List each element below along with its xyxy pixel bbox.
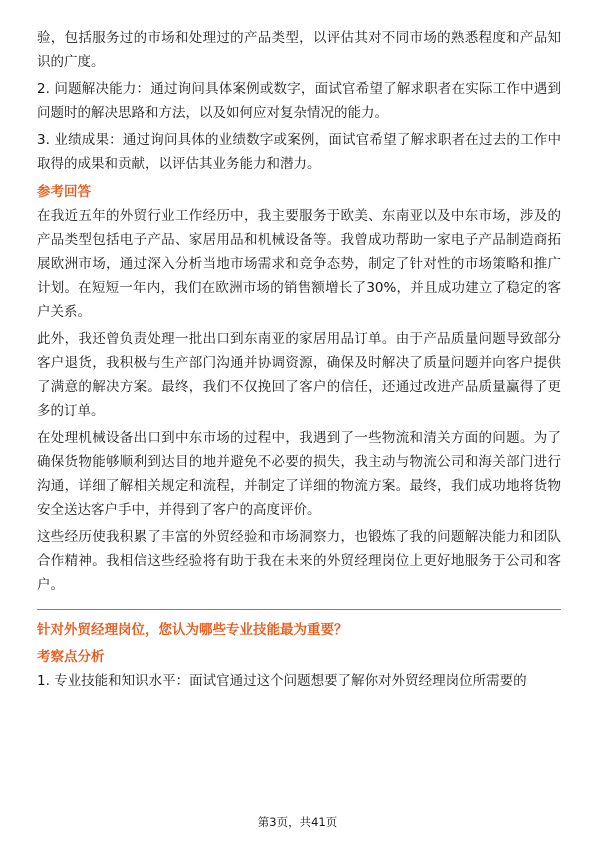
question-heading: 针对外贸经理岗位，您认为哪些专业技能最为重要？ [37, 622, 348, 638]
paragraph: 3. 业绩成果：通过询问具体的业绩数字或案例，面试官希望了解求职者在过去的工作中取得的成果和贡献，以评估其业务能力和潜力。 [37, 132, 561, 172]
document-body [37, 26, 561, 696]
paragraph: 在我近五年的外贸行业工作经历中，我主要服务于欧美、东南亚以及中东市场，涉及的产品类型包括电子产品、家居用品和机械设备等。我曾成功帮助一家电子产品制造商拓展欧洲市场，通过深入分析当地市场需求和竞争态势，制定了针对性的市场策略和推广计划。在短短一年内，我们在欧洲市场的销售额增长了30%，并且成功建立了稳定的客户关系。 [37, 208, 561, 320]
analysis-heading: 考察点分析 [37, 649, 105, 665]
paragraph: 2. 问题解决能力：通过询问具体案例或数字，面试官希望了解求职者在实际工作中遇到问题时的解决思路和方法，以及如何应对复杂情况的能力。 [37, 81, 561, 121]
page-number: 第3页，共41页 [257, 815, 338, 829]
section-divider [37, 609, 561, 610]
paragraph: 1. 专业技能和知识水平：面试官通过这个问题想要了解你对外贸经理岗位所需要的 [37, 673, 527, 689]
paragraph: 验，包括服务过的市场和处理过的产品类型，以评估其对不同市场的熟悉程度和产品知识的广度。 [37, 30, 561, 70]
paragraph: 这些经历使我积累了丰富的外贸经验和市场洞察力，也锻炼了我的问题解决能力和团队合作精神。我相信这些经验将有助于我在未来的外贸经理岗位上更好地服务于公司和客户。 [37, 529, 561, 593]
paragraph: 在处理机械设备出口到中东市场的过程中，我遇到了一些物流和清关方面的问题。为了确保货物能够顺利到达目的地并避免不必要的损失，我主动与物流公司和海关部门进行沟通，详细了解相关规定和流程，并制定了详细的物流方案。最终，我们成功地将货物安全送达客户手中，并得到了客户的高度评价。 [37, 430, 561, 518]
answer-heading: 参考回答 [37, 184, 91, 200]
paragraph: 此外，我还曾负责处理一批出口到东南亚的家居用品订单。由于产品质量问题导致部分客户退货，我积极与生产部门沟通并协调资源，确保及时解决了质量问题并向客户提供了满意的解决方案。最终，我们不仅挽回了客户的信任，还通过改进产品质量赢得了更多的订单。 [37, 331, 561, 419]
